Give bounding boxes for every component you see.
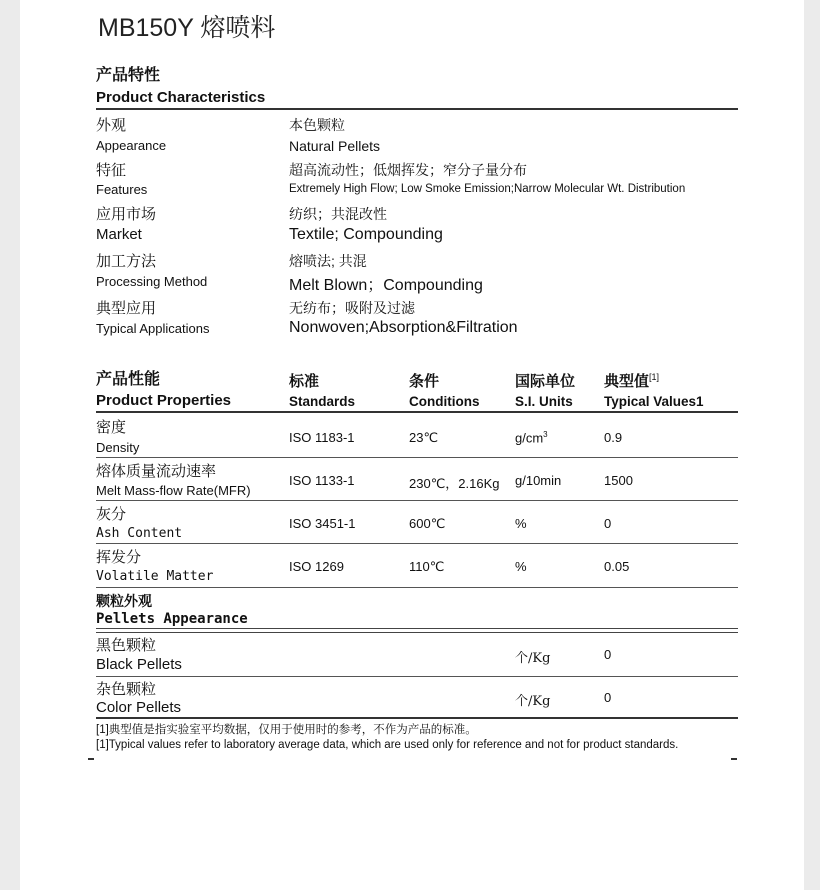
unit-superscript: 3 <box>543 430 548 439</box>
char-value-en: Melt Blown；Compounding <box>289 277 483 294</box>
row-divider <box>96 676 738 677</box>
standards-header-en: Standards <box>289 394 356 409</box>
units-header-en: S.I. Units <box>515 394 573 409</box>
table-bottom-rule <box>96 717 738 719</box>
conditions-header-en: Conditions <box>409 394 480 409</box>
property-value: 1500 <box>604 473 633 488</box>
pellet-name-en: Black Pellets <box>96 656 182 673</box>
property-name-cn: 灰分 <box>96 506 127 523</box>
row-divider <box>96 587 738 588</box>
property-name-en: Volatile Matter <box>96 569 214 584</box>
footnote-en: [1]Typical values refer to laboratory average data, which are used only for reference and not for product standards. <box>96 739 679 751</box>
page-title: MB150Y 熔喷料 <box>98 14 276 42</box>
pellet-name-cn: 黑色颗粒 <box>96 637 157 654</box>
pellet-unit: 个/Kg <box>515 651 551 666</box>
footnote-cn: [1]典型值是指实验室平均数据，仅用于使用时的参考，不作为产品的标准。 <box>96 724 477 736</box>
property-name-cn: 熔体质量流动速率 <box>96 463 217 480</box>
property-condition: 23℃ <box>409 430 439 445</box>
char-label-en: Typical Applications <box>96 321 210 336</box>
property-standard: ISO 1269 <box>289 559 344 574</box>
property-condition: 110℃ <box>409 559 445 574</box>
document-page <box>20 0 804 890</box>
conditions-header-cn: 条件 <box>409 373 440 390</box>
pellets-rule <box>96 628 738 633</box>
pellet-value: 0 <box>604 647 612 662</box>
char-value-cn: 超高流动性；低烟挥发；窄分子量分布 <box>289 162 527 178</box>
char-value-cn: 熔喷法; 共混 <box>289 253 367 269</box>
typical-header-cn <box>604 370 659 391</box>
page-mark-left <box>88 758 94 760</box>
row-divider <box>96 543 738 544</box>
char-label-en: Appearance <box>96 138 167 153</box>
pellets-heading-en: Pellets Appearance <box>96 611 248 627</box>
typical-header-label: 典型值 <box>604 373 650 390</box>
pellet-unit: 个/Kg <box>515 694 551 709</box>
property-condition: 600℃ <box>409 516 446 531</box>
characteristics-heading-cn: 产品特性 <box>96 67 161 84</box>
property-unit: g/10min <box>515 473 562 488</box>
row-divider <box>96 457 738 458</box>
char-value-en: Nonwoven;Absorption&Filtration <box>289 319 518 336</box>
row-divider <box>96 500 738 501</box>
unit-text: g/cm <box>515 430 544 446</box>
char-label-en: Processing Method <box>96 274 208 289</box>
typical-header-en: Typical Values1 <box>604 394 704 409</box>
pellet-name-cn: 杂色颗粒 <box>96 681 157 698</box>
char-value-en: Extremely High Flow; Low Smoke Emission;Narrow Molecular Wt. Distribution <box>289 183 686 195</box>
page-mark-right <box>731 758 737 760</box>
properties-rule <box>96 411 738 413</box>
char-label-en: Features <box>96 182 148 197</box>
property-standard: ISO 1133-1 <box>289 473 355 488</box>
char-label-cn: 典型应用 <box>96 300 157 317</box>
char-value-cn: 纺织；共混改性 <box>289 206 387 222</box>
char-label-cn: 外观 <box>96 117 127 134</box>
property-unit: % <box>515 559 527 574</box>
property-name-en: Ash Content <box>96 526 183 541</box>
char-value-cn: 本色颗粒 <box>289 117 345 133</box>
char-label-en: Market <box>96 226 142 243</box>
characteristics-heading-en: Product Characteristics <box>96 89 266 106</box>
pellets-heading-cn: 颗粒外观 <box>96 593 152 609</box>
property-name-cn: 密度 <box>96 419 127 436</box>
typical-footnote-marker: [1] <box>649 372 660 382</box>
property-standard: ISO 1183-1 <box>289 430 355 445</box>
property-unit: % <box>515 516 527 531</box>
property-value: 0.05 <box>604 559 630 574</box>
characteristics-rule <box>96 108 738 110</box>
property-standard: ISO 3451-1 <box>289 516 356 531</box>
char-label-cn: 特征 <box>96 162 127 179</box>
properties-heading-en: Product Properties <box>96 392 232 409</box>
char-label-cn: 应用市场 <box>96 206 157 223</box>
properties-heading-cn: 产品性能 <box>96 371 161 388</box>
property-unit <box>515 430 548 445</box>
char-value-en: Textile; Compounding <box>289 226 443 243</box>
property-name-en: Density <box>96 440 140 455</box>
property-name-en: Melt Mass-flow Rate(MFR) <box>96 483 251 498</box>
char-value-en: Natural Pellets <box>289 138 381 154</box>
units-header-cn: 国际单位 <box>515 373 576 390</box>
pellet-value: 0 <box>604 690 612 705</box>
standards-header-cn: 标准 <box>289 373 320 390</box>
property-value: 0.9 <box>604 430 623 445</box>
property-value: 0 <box>604 516 612 531</box>
char-value-cn: 无纺布；吸附及过滤 <box>289 300 415 316</box>
char-label-cn: 加工方法 <box>96 253 157 270</box>
pellet-name-en: Color Pellets <box>96 699 182 716</box>
property-name-cn: 挥发分 <box>96 549 142 566</box>
property-condition: 230℃，2.16Kg <box>409 476 500 491</box>
